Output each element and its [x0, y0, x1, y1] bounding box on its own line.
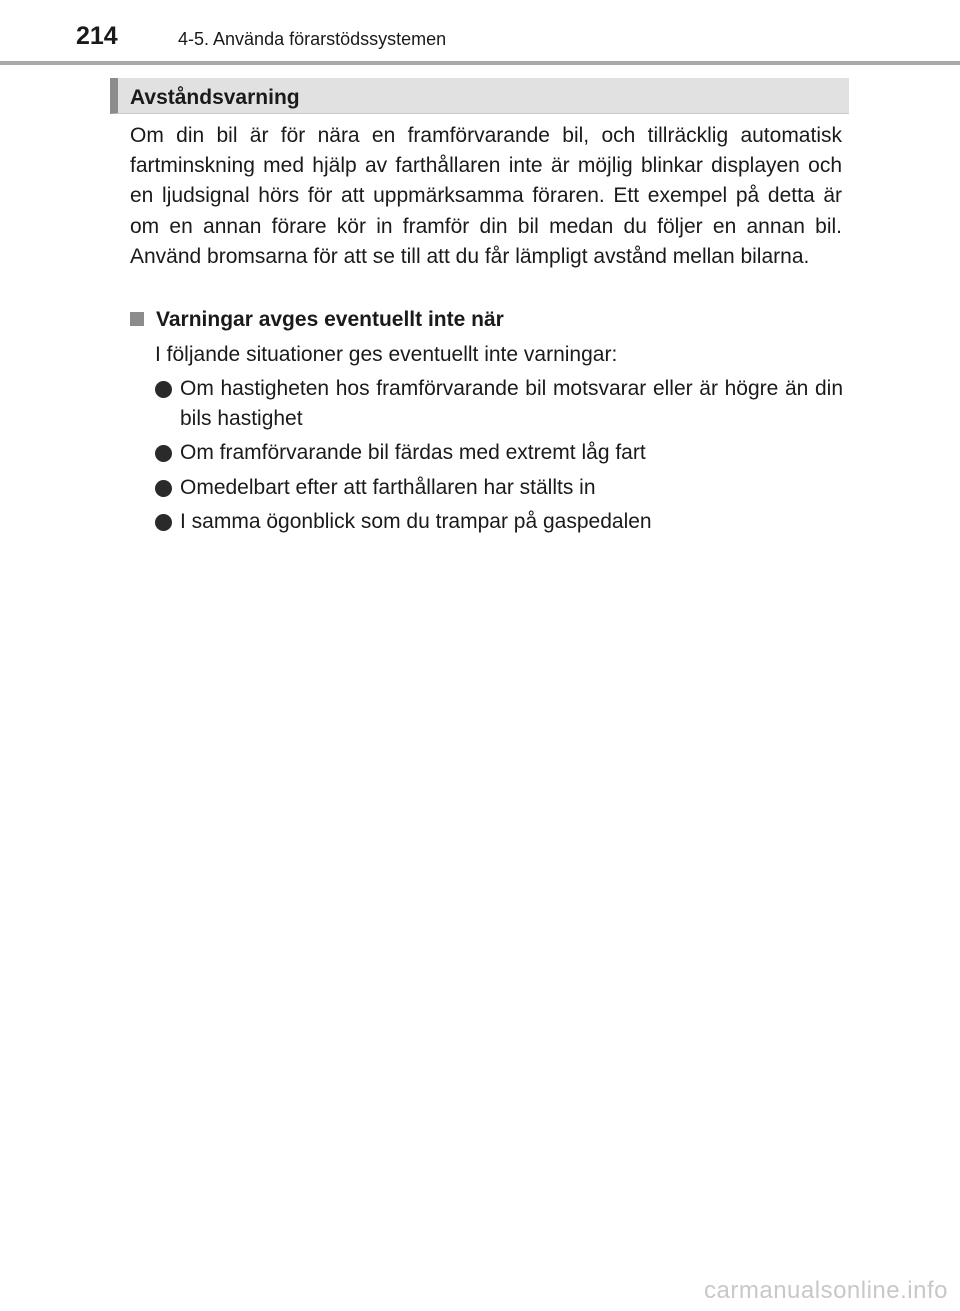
bullet-list — [155, 374, 843, 541]
section-header — [110, 78, 849, 114]
bullet-dot-icon — [155, 480, 172, 497]
watermark: carmanualsonline.info — [704, 1277, 948, 1304]
list-item-text: Om hastigheten hos framförvarande bil motsvarar eller är högre än din bils hastighet — [180, 377, 843, 431]
section-title: Avståndsvarning — [130, 86, 300, 109]
list-item-text: Om framförvarande bil färdas med extremt låg fart — [180, 441, 646, 465]
list-item — [155, 374, 843, 434]
intro-text: I följande situationer ges eventuellt inte varningar: — [155, 343, 618, 366]
header-rule — [0, 61, 960, 65]
list-item-text: I samma ögonblick som du trampar på gaspedalen — [180, 509, 652, 533]
page-number: 214 — [76, 22, 118, 50]
sub-heading-text: Varningar avges eventuellt inte när — [156, 308, 504, 331]
sub-heading — [130, 308, 504, 332]
section-paragraph: Om din bil är för nära en framförvarande bil, och tillräcklig automatisk fartminskning med hjälp av farthållaren inte är möjlig blinkar displayen och en ljudsignal hörs för att uppmärksamma föraren. Ett exempel på detta är om en annan förare kör in framför din bil medan du följer en annan bil. Använd bromsarna för att se till att du får lämpligt avstånd mellan bilarna. — [130, 124, 842, 268]
bullet-dot-icon — [155, 514, 172, 531]
bullet-dot-icon — [155, 445, 172, 462]
bullet-dot-icon — [155, 381, 172, 398]
list-item — [155, 507, 843, 537]
list-item — [155, 473, 843, 503]
list-item-text: Omedelbart efter att farthållaren har ställts in — [180, 475, 596, 499]
square-bullet-icon — [130, 312, 144, 326]
chapter-title: 4-5. Använda förarstödssystemen — [178, 29, 447, 49]
list-item — [155, 438, 843, 468]
